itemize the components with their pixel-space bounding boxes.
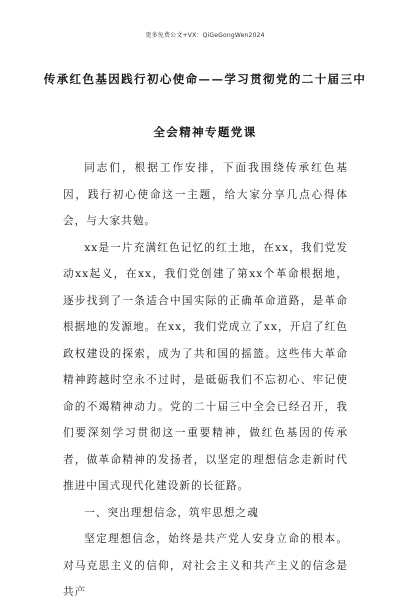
paragraph-section-1: 坚定理想信念，始终是共产党人安身立命的根本。对马克思主义的信仰，对社会主义和共产主义的信念是共产	[63, 533, 348, 598]
document-body	[63, 155, 348, 606]
document-title-line-2: 全会精神专题党课	[153, 125, 257, 139]
paragraph-background: xx是一片充满红色记忆的红土地，在xx，我们党发动xx起义，在xx，我们党创建了第xx个革命根据地，逐步找到了一条适合中国实际的正确革命道路，是革命根据地的发源地。在xx，我们党成立了xx，开启了红色政权建设的探索，成为了共和国的摇篮。这些伟大革命精神跨越时空永不过时，是砥砺我们不忘初心、牢记使命的不竭精神动力。党的二十届三中全会已经召开，我们要深刻学习贯彻这一重要精神，做红色基因的传承者，做革命精神的发扬者，以坚定的理想信念走新时代推进中国式现代化建设新的长征路。	[63, 241, 348, 492]
section-heading-1: 一、突出理想信念，筑牢思想之魂	[84, 506, 259, 519]
document-title-line-1: 传承红色基因践行初心使命——学习贯彻党的二十届三中	[43, 72, 367, 86]
paragraph-greeting: 同志们，根据工作安排，下面我围绕传承红色基因，践行初心使命这一主题，给大家分享几点心得体会，与大家共勉。	[63, 162, 348, 227]
header-note: 更多免费公文+VX：QiGeGongWen2024	[145, 32, 265, 39]
